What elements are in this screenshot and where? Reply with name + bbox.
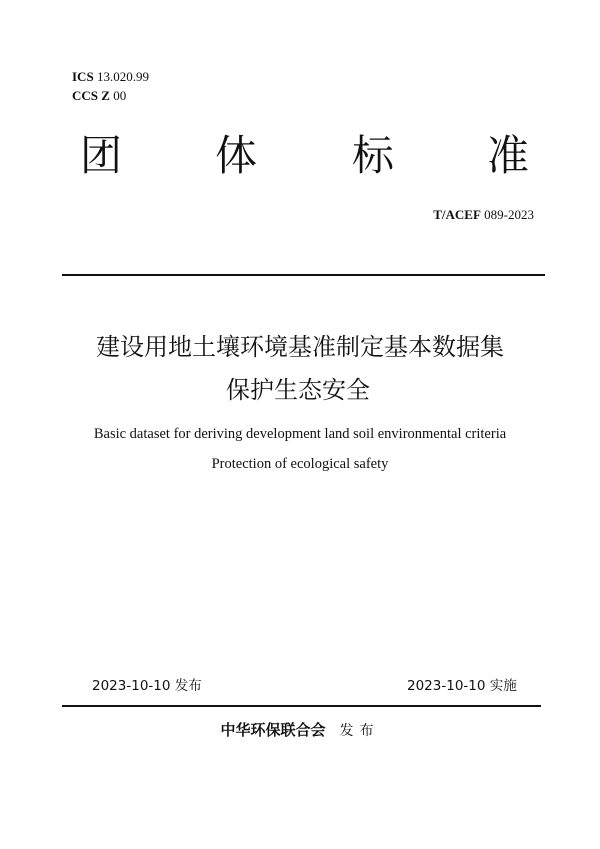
publisher-action: 发布 [339, 723, 380, 739]
title-en-line-1: Basic dataset for deriving development land soil environmental criteria [93, 426, 507, 442]
category-char-2: 体 [215, 131, 258, 180]
title-cn-line-1: 建设用地土壤环境基准制定基本数据集 [96, 333, 504, 361]
ccs-value: 00 [109, 88, 127, 103]
category-char-4: 准 [487, 131, 530, 180]
title-cn-line-2: 保护生态安全 [226, 376, 370, 404]
standard-code-prefix: T/ACEF [433, 207, 481, 222]
top-divider [62, 274, 545, 276]
ics-value: 13.020.99 [93, 69, 149, 84]
publisher-organization: 中华环保联合会 [220, 721, 326, 739]
publisher-line [0, 720, 600, 741]
implementation-date: 2023-10-10 实施 [407, 678, 517, 694]
issue-date: 2023-10-10 发布 [92, 678, 202, 694]
ics-label: ICS [72, 69, 94, 84]
category-char-3: 标 [352, 131, 395, 180]
standard-code [433, 207, 534, 223]
ccs-label: CCS Z [72, 88, 110, 103]
category-char-1: 团 [80, 131, 123, 180]
ccs-code [72, 88, 126, 104]
title-en-line-2: Protection of ecological safety [211, 456, 389, 472]
bottom-divider [62, 705, 541, 707]
standard-code-number: 089-2023 [480, 207, 534, 222]
ics-code [72, 69, 149, 85]
